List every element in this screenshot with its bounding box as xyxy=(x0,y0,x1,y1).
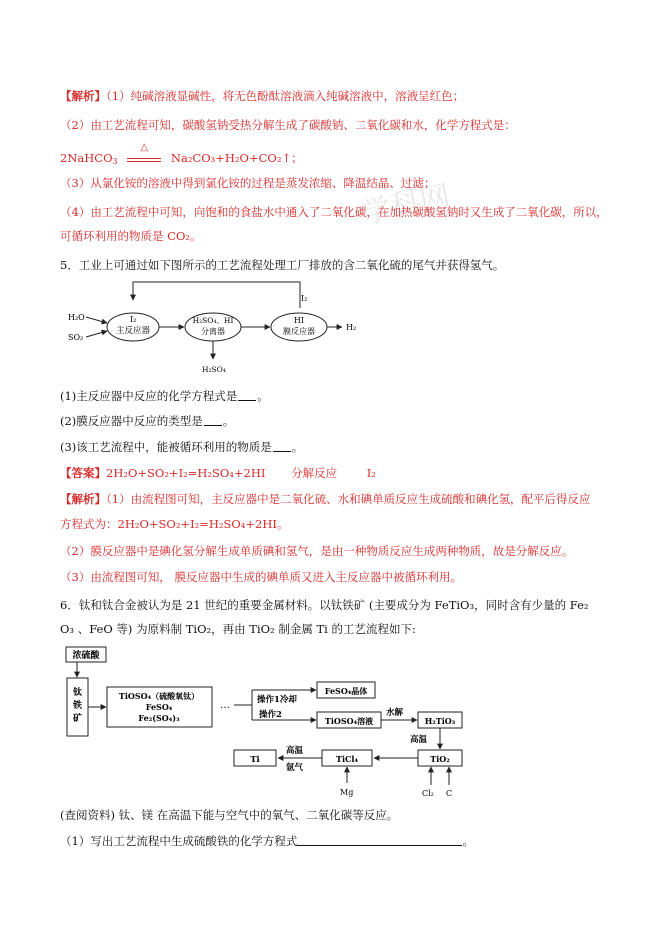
q5-so2: SO₂ xyxy=(68,333,84,342)
argon: 氩气 xyxy=(286,763,304,773)
q5-answer xyxy=(60,466,376,481)
answer-cycle: I₂ xyxy=(366,466,376,480)
q5-q1 xyxy=(60,389,269,404)
eq-condition xyxy=(127,142,161,162)
q5-i2-in: I₂ xyxy=(130,315,137,324)
q5-flow-diagram xyxy=(60,275,380,380)
answer-eq: 2H₂O+SO₂+I₂=H₂SO₄+2HI xyxy=(106,466,266,480)
separator-label: 分离器 xyxy=(201,327,225,336)
ore-2: 铁 xyxy=(72,701,83,711)
q6-q1-end: 。 xyxy=(462,834,474,848)
q4-equation: 2NaHCO$_3$ △ Na₂CO₃+H₂O+CO₂↑； xyxy=(60,142,303,166)
answer-tag: 【答案】 xyxy=(60,466,106,480)
high-temp: 高温 xyxy=(410,735,428,745)
q5-q2 xyxy=(60,414,234,429)
eq-right: Na₂CO₃+H₂O+CO₂↑； xyxy=(170,151,303,165)
q5-q3 xyxy=(60,440,303,455)
mix-3: Fe₂(SO₄)₃ xyxy=(138,713,180,723)
cl2: Cl₂ xyxy=(422,789,434,798)
q4-analysis-p4a: （4）由工艺流程中可知，向饱和的食盐水中通入了二氧化碳，在加热碳酸氢钠时又生成了二氧化碳，所以， xyxy=(60,205,608,219)
membrane-reactor-label: 膜反应器 xyxy=(283,327,315,336)
main-reactor-label: 主反应器 xyxy=(115,326,151,336)
eq-cond-symbol: △ xyxy=(140,142,149,153)
separator-top: H₂SO₄、HI xyxy=(192,316,234,325)
ti: Ti xyxy=(250,755,260,765)
q4-analysis-p2: （2）由工艺流程可知，碳酸氢钠受热分解生成了碳酸钠、二氧化碳和水，化学方程式是： xyxy=(60,118,516,132)
q4-analysis-p3: （3）从氯化铵的溶液中得到氯化铵的过程是蒸发浓缩、降温结晶、过滤； xyxy=(60,176,436,190)
q4-analysis-p4b: 可循环利用的物质是 CO₂。 xyxy=(60,229,202,243)
q6-stem2: O₃ 、FeO 等) 为原料制 TiO₂，再由 TiO₂ 制金属 Ti 的工艺流程如下: xyxy=(60,622,416,636)
h2tio3: H₂TiO₃ xyxy=(424,716,456,726)
q5-q1-blank xyxy=(238,389,256,401)
ore-3: 矿 xyxy=(72,714,83,724)
q4-analysis-line1 xyxy=(60,89,464,104)
mg: Mg xyxy=(340,788,354,797)
q5-q3-text: (3)该工艺流程中，能被循环利用的物质是 xyxy=(60,440,272,454)
tioso4-solution: TiOSO₄溶液 xyxy=(324,716,374,726)
q5-q3-blank xyxy=(273,440,291,452)
q4-analysis-p1: （1）纯碱溶液显碱性，将无色酚酞溶液滴入纯碱溶液中，溶液呈红色； xyxy=(106,89,465,103)
q6-flow-diagram xyxy=(60,645,480,803)
q5-q2-period: 。 xyxy=(222,414,235,428)
acid-label: 浓硫酸 xyxy=(72,651,100,661)
hydrolysis: 水解 xyxy=(386,708,404,718)
q5-a1a: （1）由流程图可知，主反应器中是二氧化硫、水和碘单质反应生成硫酸和碘化氢，配平后得反应 xyxy=(106,492,591,506)
q5-i2-back: I₂ xyxy=(301,294,308,303)
q5-analysis-1a xyxy=(60,492,591,507)
q5-q1-period: 。 xyxy=(257,389,269,403)
q5-q1-text: (1)主反应器中反应的化学方程式是 xyxy=(60,389,238,403)
q6-q1-blank xyxy=(297,834,462,846)
q6-info: (查阅资料) 钛、镁 在高温下能与空气中的氧气、二氧化碳等反应。 xyxy=(60,808,399,822)
q5-q3-period: 。 xyxy=(291,440,304,454)
q6-q1 xyxy=(60,834,474,849)
membrane-hi: HI xyxy=(293,316,305,325)
mix-2: FeSO₄ xyxy=(145,702,173,712)
q5-analysis-tag: 【解析】 xyxy=(60,492,106,506)
dots: … xyxy=(220,700,230,711)
q5-analysis-2: （2）膜反应器中是碘化氢分解生成单质碘和氢气，是由一种物质反应生成两种物质，故是分解反应。 xyxy=(60,544,574,558)
q5-analysis-1b: 方程式为：2H₂O+SO₂+I₂=H₂SO₄+2HI。 xyxy=(60,517,289,531)
q5-h2o: H₂O xyxy=(68,313,85,322)
mix-1: TiOSO₄（硫酸氧钛） xyxy=(118,691,200,701)
q5-h2: H₂ xyxy=(346,323,357,332)
ht2: 高温 xyxy=(286,746,304,756)
answer-type: 分解反应 xyxy=(291,466,338,480)
feso4-crystal: FeSO₄晶体 xyxy=(324,686,368,696)
analysis-tag: 【解析】 xyxy=(60,89,106,103)
q6-q1-text: （1）写出工艺流程中生成硫酸铁的化学方程式 xyxy=(60,834,298,848)
tio2: TiO₂ xyxy=(430,754,450,764)
eq-left: 2NaHCO xyxy=(60,151,113,165)
watermark: 学科网 xyxy=(358,178,454,232)
ore-1: 钛 xyxy=(72,688,83,698)
op2: 操作2 xyxy=(259,710,282,720)
q5-q2-text: (2)膜反应器中反应的类型是 xyxy=(60,414,203,428)
q5-analysis-3: （3）由流程图可知， 膜反应器中生成的碘单质又进入主反应器中被循环利用。 xyxy=(60,570,462,584)
c: C xyxy=(446,789,453,798)
op1: 操作1冷却 xyxy=(257,695,297,705)
ticl4: TiCl₄ xyxy=(336,754,358,764)
q5-q2-blank xyxy=(204,414,222,426)
q5-h2so4: H₂SO₄ xyxy=(202,365,226,374)
q6-stem1: 6．钛和钛合金被认为是 21 世纪的重要金属材料。以钛铁矿 (主要成分为 FeTiO₃，同时含有少量的 Fe₂ xyxy=(60,598,589,612)
q5-stem: 5．工业上可通过如下图所示的工艺流程处理工厂排放的含二氧化硫的尾气并获得氢气。 xyxy=(60,258,505,272)
